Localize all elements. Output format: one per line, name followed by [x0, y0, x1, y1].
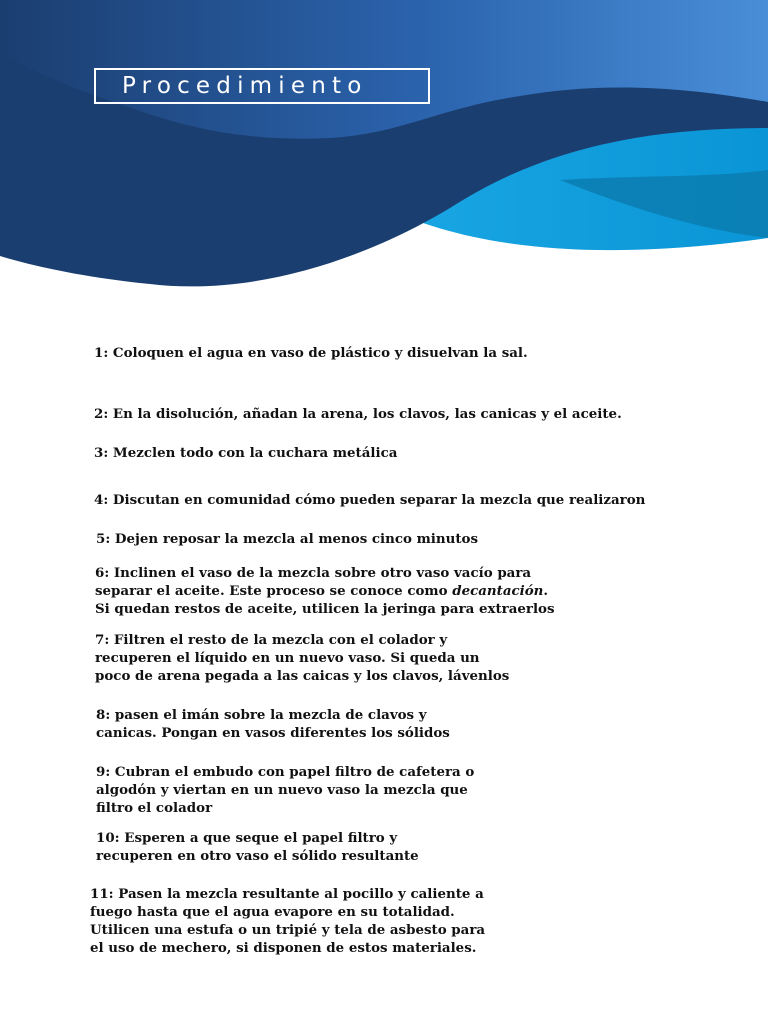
step-line: el uso de mechero, si disponen de estos materiales.	[90, 940, 477, 956]
step-3	[94, 444, 397, 462]
step-line: 8: pasen el imán sobre la mezcla de clavos y	[96, 707, 427, 723]
step-line: 1: Coloquen el agua en vaso de plástico y disuelvan la sal.	[94, 345, 528, 361]
step-line: 11: Pasen la mezcla resultante al pocillo y caliente a	[90, 886, 484, 902]
step-9	[96, 763, 474, 817]
step-line: separar el aceite. Este proceso se conoce como	[95, 583, 453, 599]
step-8	[96, 706, 450, 742]
step-line: algodón y viertan en un nuevo vaso la mezcla que	[96, 782, 468, 798]
title-box	[94, 68, 430, 104]
step-6	[95, 564, 555, 618]
step-line: recuperen en otro vaso el sólido resultante	[96, 848, 419, 864]
decantacion-term: decantación	[452, 583, 544, 599]
step-10	[96, 829, 419, 865]
step-line: poco de arena pegada a las caicas y los clavos, lávenlos	[95, 668, 510, 684]
step-7	[95, 631, 509, 685]
step-1	[94, 344, 528, 362]
step-11	[90, 885, 485, 957]
step-line: 3: Mezclen todo con la cuchara metálica	[94, 445, 398, 461]
step-line: fuego hasta que el agua evapore en su totalidad.	[90, 904, 455, 920]
step-line: 7: Filtren el resto de la mezcla con el colador y	[95, 632, 448, 648]
step-line: 9: Cubran el embudo con papel filtro de cafetera o	[96, 764, 475, 780]
step-line: 5: Dejen reposar la mezcla al menos cinco minutos	[96, 531, 478, 547]
step-line: 6: Inclinen el vaso de la mezcla sobre otro vaso vacío para	[95, 565, 532, 581]
step-4	[94, 491, 645, 509]
step-2	[94, 405, 622, 423]
step-line: 10: Esperen a que seque el papel filtro y	[96, 830, 398, 846]
step-line: 2: En la disolución, añadan la arena, los clavos, las canicas y el aceite.	[94, 406, 622, 422]
step-line: recuperen el líquido en un nuevo vaso. Si queda un	[95, 650, 480, 666]
step-line: filtro el colador	[96, 800, 213, 816]
step-line: 4: Discutan en comunidad cómo pueden separar la mezcla que realizaron	[94, 492, 646, 508]
page-title: Procedimiento	[122, 73, 368, 99]
step-line-end: .	[543, 583, 549, 599]
step-line: canicas. Pongan en vasos diferentes los sólidos	[96, 725, 450, 741]
wave-header-background	[0, 0, 768, 300]
step-line: Utilicen una estufa o un tripié y tela de asbesto para	[90, 922, 486, 938]
step-line: Si quedan restos de aceite, utilicen la jeringa para extraerlos	[95, 601, 555, 617]
step-5	[96, 530, 478, 548]
